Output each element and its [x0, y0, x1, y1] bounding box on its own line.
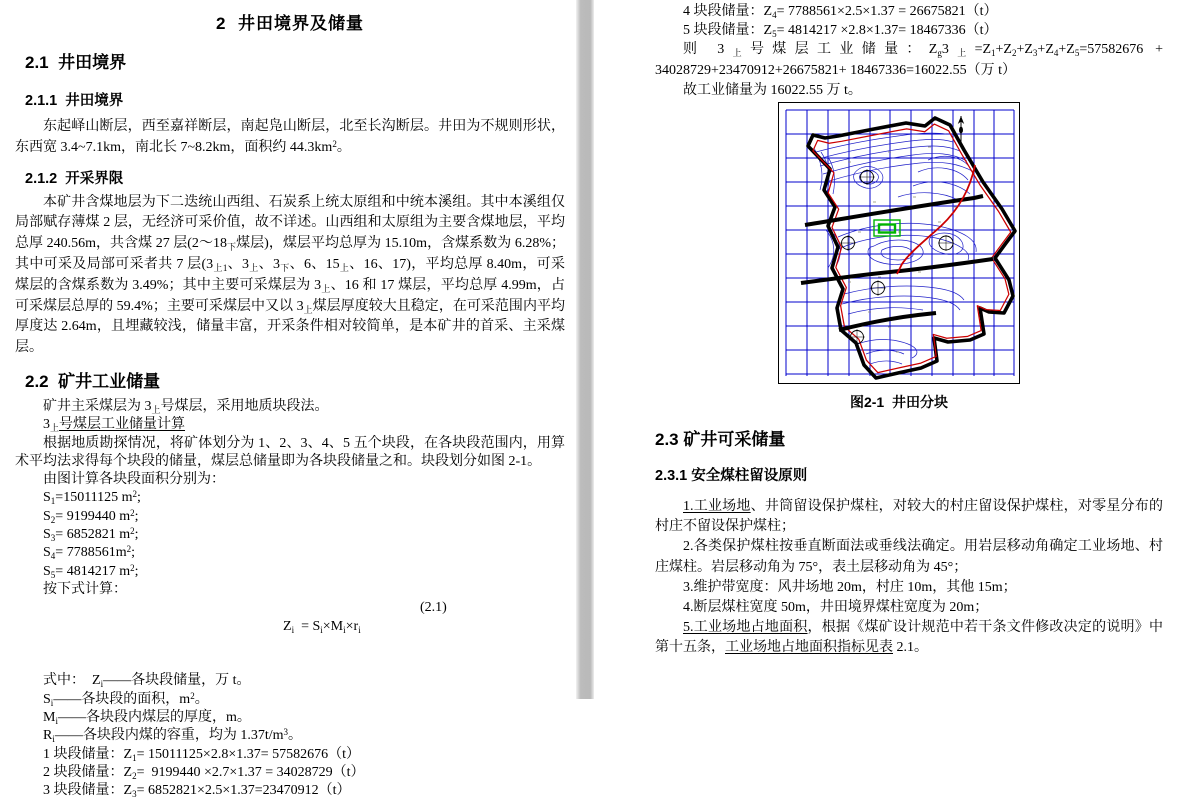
item-1-underlined: 1.工业场地	[683, 499, 751, 514]
item-5-underlined-2: 工业场地占地面积指标见表	[725, 640, 893, 656]
line-conclusion: 故工业储量为 16022.55 万 t。	[683, 83, 862, 98]
heading-2-2: 2.2 矿井工业储量	[25, 371, 161, 391]
calc-title-prefix: $3_上$	[43, 417, 60, 434]
item-5-underlined-1: 5.工业场地占地面积	[683, 620, 808, 636]
page-left-content	[15, 0, 565, 801]
line-block-5: 5 块段储量：$Z_5= 4814217 \times 2.8\times 1.37= 18467336(t)$	[683, 23, 998, 39]
line-block-1: 1 块段储量：$Z_1= 15011125\times 2.8\times 1.37= 57582676(t)$	[43, 746, 360, 763]
item-1-rest: 、井筒留设保护煤柱，对较大的村庄留设保护煤柱，对零星分布的村庄不留设保护煤柱；	[655, 499, 1164, 535]
line-area-s1: $S_1=15011125$ $m^2$;	[43, 489, 141, 507]
line-main-seam: 矿井主采煤层为 $3_上$号煤层，采用地质块段法。	[43, 398, 329, 415]
figure-2-1	[778, 102, 1020, 412]
line-def-m: $M_i——$各块段内煤层的厚度，m。	[43, 710, 251, 727]
line-calc-title	[15, 416, 565, 434]
line-area-s3: $S_3= 6852821$ $m^2$;	[43, 526, 139, 544]
page-gap-divider	[576, 0, 594, 699]
paragraph-total-reserve: 则 $3_上$号煤层工业储量：$Z_g3_上=Z_1+Z_2+Z_3+Z_4+Z_5=57582676 + 34028729+23470912+26675821+ 18467336=16022.55$（万 t）	[655, 42, 1163, 78]
item-5-tail: 2.1。	[893, 640, 928, 656]
line-area-s5: $S_5= 4814217$ $m^2$;	[43, 562, 139, 580]
line-def-r: $R_i——$各块段内煤的容重，均为 $1.37t/m^3$。	[43, 727, 303, 745]
calc-title-underlined: 号煤层工业储量计算	[59, 417, 186, 433]
formula-row	[15, 599, 565, 672]
line-area-s2: $S_2= 9199440$ $m^2$;	[43, 507, 139, 525]
line-area-s4: $S_4= 7788561m^2$;	[43, 544, 135, 562]
pillar-rule-item-2: 2.各类保护煤柱按垂直断面法或垂线法确定。用岩层移动角确定工业场地、村庄煤柱。岩层移动角为 75°，表土层移动角为 45°；	[655, 539, 1163, 575]
pillar-rule-item-5	[655, 618, 1163, 658]
figure-caption: 图2-1 井田分块	[849, 394, 948, 410]
page-right-content	[655, 0, 1163, 659]
heading-2-1-1: 2.1.1 井田境界	[25, 93, 124, 109]
line-block-4: 4 块段储量：$Z_4= 7788561\times 2.5\times 1.37 = 26675821(t)$	[683, 4, 998, 20]
line-block-3: 3 块段储量：$Z_3= 6852821\times 2.5\times 1.37=23470912(t)$	[43, 783, 351, 800]
heading-2-1-2: 2.1.2 开采界限	[25, 170, 124, 187]
mine-field-block-map	[778, 102, 1020, 384]
paragraph-field-boundary: 东起峄山断层，西至嘉祥断层，南起凫山断层，北至长沟断层。井田为不规则形状，东西宽 3.4~7.1km，南北长 7~8.2km，面积约 $44.3km^2$。	[15, 119, 565, 155]
page-right	[594, 0, 1178, 699]
line-calc-intro: 按下式计算：	[43, 581, 127, 597]
formula-number: (2.1)	[420, 600, 447, 616]
paragraph-mining-limit: 本矿井含煤地层为下二迭统山西组、石炭系上统太原组和中统本溪组。其中本溪组仅局部赋存薄煤 2 层，无经济可采价值，故不详述。山西组和太原组为主要含煤地层，平均总厚 240.56m，共含煤 27 层($2\sim 18_下$煤层)，煤层平均总厚为 15.10m，含煤系数为 6.28%；其中可采及局部可采者共 7 层($3_{上1}$、$3_上$、$3_下$、6、$15_上$、16、17)，平均总厚 8.40m，可采煤层的含煤系数为 3.49%；其中主要可采煤层为 $3_上$、16 和 17 煤层，平均总厚 4.99m，占可采煤层总厚的 59.4%；主要可采煤层中又以 $3_上$煤层厚度较大且稳定，在可采范围内平均厚度达 2.64m，且埋藏较浅，储量丰富，开采条件相对较简单，是本矿井的首采、主采煤层。	[15, 194, 565, 356]
page-left	[0, 0, 576, 800]
item-5-middle: ，根据《煤矿设计规范中若干条文件修改决定的说明》中第十五条，	[655, 620, 1163, 656]
line-def-z: 式中： $Z_i——$各块段储量，万 t。	[43, 673, 251, 690]
paragraph-block-division: 根据地质勘探情况，将矿体划分为 1、2、3、4、5 五个块段，在各块段范围内，用算术平均法求得每个块段的储量，煤层总储量即为各块段储量之和。块段划分如图 2-1。	[15, 435, 565, 469]
line-areas-intro: 由图计算各块段面积分别为：	[43, 472, 225, 488]
formula-expression: $Z_i = S_i\times M_i\times r_i$	[283, 618, 361, 635]
heading-2-3-1: 2.3.1 安全煤柱留设原则	[655, 468, 808, 484]
line-block-2: 2 块段储量：$Z_2= 9199440 \times 2.7\times 1.37 = 34028729(t)$	[43, 764, 365, 781]
line-def-s: $S_i——$各块段的面积，$m^2$。	[43, 690, 209, 708]
chapter-title: 2 井田境界及储量	[216, 14, 364, 33]
pillar-rule-item-1	[655, 497, 1163, 537]
pillar-rule-item-4: 4.断层煤柱宽度 50m，井田境界煤柱宽度为 20m；	[683, 600, 989, 616]
pillar-rule-item-3: 3.维护带宽度：风井场地 20m，村庄 10m，其他 15m；	[683, 579, 1017, 595]
heading-2-3: 2.3 矿井可采储量	[655, 430, 786, 449]
heading-2-1: 2.1 井田境界	[25, 53, 127, 72]
